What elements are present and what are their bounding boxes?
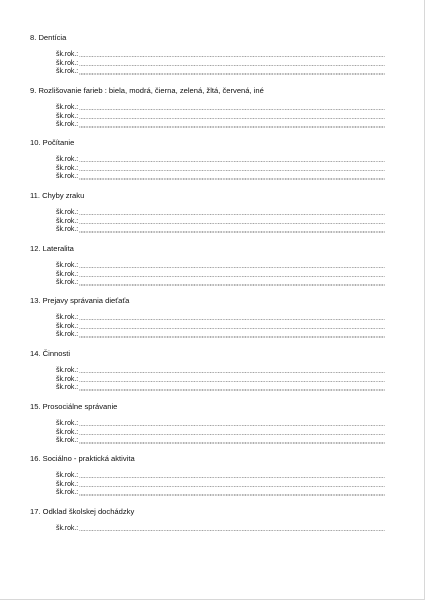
entry-label: šk.rok.: (56, 480, 79, 488)
dotted-fill-line (79, 429, 385, 435)
section-title: 13. Prejavy správania dieťaťa (30, 296, 130, 305)
entry-list (30, 524, 385, 533)
section-odklad-skolskej-dochadzky (30, 507, 385, 533)
section-title: 15. Prosociálne správanie (30, 402, 118, 411)
entry-label: šk.rok.: (56, 471, 79, 479)
entry-line[interactable] (56, 375, 385, 384)
entry-line[interactable] (56, 471, 385, 480)
dotted-fill-line (79, 122, 385, 128)
entry-label: šk.rok.: (56, 489, 79, 497)
entry-line[interactable] (56, 419, 385, 428)
entry-line[interactable] (56, 270, 385, 279)
entry-line[interactable] (56, 384, 385, 393)
entry-label: šk.rok.: (56, 173, 79, 181)
entry-label: šk.rok.: (56, 121, 79, 129)
entry-label: šk.rok.: (56, 524, 79, 532)
section-lateralita (30, 244, 385, 287)
entry-label: šk.rok.: (56, 226, 79, 234)
entry-line[interactable] (56, 68, 385, 77)
entry-label: šk.rok.: (56, 59, 79, 67)
entry-line[interactable] (56, 103, 385, 112)
entry-label: šk.rok.: (56, 437, 79, 445)
dotted-fill-line (79, 209, 385, 215)
section-title: 11. Chyby zraku (30, 191, 85, 200)
dotted-fill-line (79, 165, 385, 171)
entry-line[interactable] (56, 112, 385, 121)
entry-label: šk.rok.: (56, 50, 79, 58)
entry-line[interactable] (56, 59, 385, 68)
entry-label: šk.rok.: (56, 217, 79, 225)
entry-label: šk.rok.: (56, 375, 79, 383)
section-title: 17. Odklad školskej dochádzky (30, 507, 135, 516)
section-title: 16. Sociálno - praktická aktivita (30, 454, 135, 463)
dotted-fill-line (79, 156, 385, 162)
dotted-fill-line (79, 525, 385, 531)
dotted-fill-line (79, 280, 385, 286)
section-title: 8. Dentícia (30, 33, 67, 42)
dotted-fill-line (79, 69, 385, 75)
entry-label: šk.rok.: (56, 419, 79, 427)
dotted-fill-line (79, 262, 385, 268)
section-socialno-prakticka-aktivita (30, 454, 385, 497)
entry-list (30, 471, 385, 497)
entry-label: šk.rok.: (56, 279, 79, 287)
entry-label: šk.rok.: (56, 428, 79, 436)
entry-line[interactable] (56, 428, 385, 437)
dotted-fill-line (79, 227, 385, 233)
entry-label: šk.rok.: (56, 313, 79, 321)
entry-list (30, 366, 385, 392)
section-title: 10. Počítanie (30, 138, 75, 147)
dotted-fill-line (79, 481, 385, 487)
dotted-fill-line (79, 113, 385, 119)
dotted-fill-line (79, 472, 385, 478)
entry-label: šk.rok.: (56, 103, 79, 111)
entry-line[interactable] (56, 279, 385, 288)
entry-label: šk.rok.: (56, 366, 79, 374)
section-rozlisovanie-farieb (30, 86, 385, 129)
entry-line[interactable] (56, 313, 385, 322)
entry-label: šk.rok.: (56, 322, 79, 330)
dotted-fill-line (79, 367, 385, 373)
entry-label: šk.rok.: (56, 270, 79, 278)
entry-label: šk.rok.: (56, 164, 79, 172)
entry-list (30, 103, 385, 129)
entry-list (30, 419, 385, 445)
dotted-fill-line (79, 174, 385, 180)
entry-line[interactable] (56, 524, 385, 533)
entry-line[interactable] (56, 164, 385, 173)
entry-line[interactable] (56, 217, 385, 226)
dotted-fill-line (79, 218, 385, 224)
entry-line[interactable] (56, 121, 385, 130)
dotted-fill-line (79, 438, 385, 444)
section-title: 9. Rozlišovanie farieb : biela, modrá, čierna, zelená, žltá, červená, iné (30, 86, 264, 95)
dotted-fill-line (79, 51, 385, 57)
dotted-fill-line (79, 332, 385, 338)
entry-line[interactable] (56, 208, 385, 217)
entry-line[interactable] (56, 489, 385, 498)
dotted-fill-line (79, 314, 385, 320)
entry-label: šk.rok.: (56, 208, 79, 216)
entry-line[interactable] (56, 322, 385, 331)
section-prejavy-spravania (30, 296, 385, 339)
entry-list (30, 50, 385, 76)
section-title: 14. Činnosti (30, 349, 71, 358)
entry-line[interactable] (56, 437, 385, 446)
dotted-fill-line (79, 420, 385, 426)
entry-label: šk.rok.: (56, 112, 79, 120)
entry-list (30, 208, 385, 234)
dotted-fill-line (79, 271, 385, 277)
entry-line[interactable] (56, 366, 385, 375)
section-pocitanie (30, 138, 385, 181)
section-cinnosti (30, 349, 385, 392)
entry-line[interactable] (56, 155, 385, 164)
entry-label: šk.rok.: (56, 155, 79, 163)
entry-line[interactable] (56, 480, 385, 489)
dotted-fill-line (79, 376, 385, 382)
section-chyby-zraku (30, 191, 385, 234)
entry-line[interactable] (56, 173, 385, 182)
entry-line[interactable] (56, 261, 385, 270)
dotted-fill-line (79, 323, 385, 329)
entry-line[interactable] (56, 50, 385, 59)
entry-label: šk.rok.: (56, 331, 79, 339)
entry-line[interactable] (56, 226, 385, 235)
entry-line[interactable] (56, 331, 385, 340)
entry-label: šk.rok.: (56, 261, 79, 269)
entry-list (30, 313, 385, 339)
entry-list (30, 261, 385, 287)
section-title: 12. Lateralita (30, 244, 74, 253)
entry-label: šk.rok.: (56, 68, 79, 76)
section-denticia (30, 33, 385, 76)
section-prosocialne-spravanie (30, 402, 385, 445)
dotted-fill-line (79, 385, 385, 391)
entry-label: šk.rok.: (56, 384, 79, 392)
dotted-fill-line (79, 60, 385, 66)
dotted-fill-line (79, 490, 385, 496)
dotted-fill-line (79, 104, 385, 110)
entry-list (30, 155, 385, 181)
